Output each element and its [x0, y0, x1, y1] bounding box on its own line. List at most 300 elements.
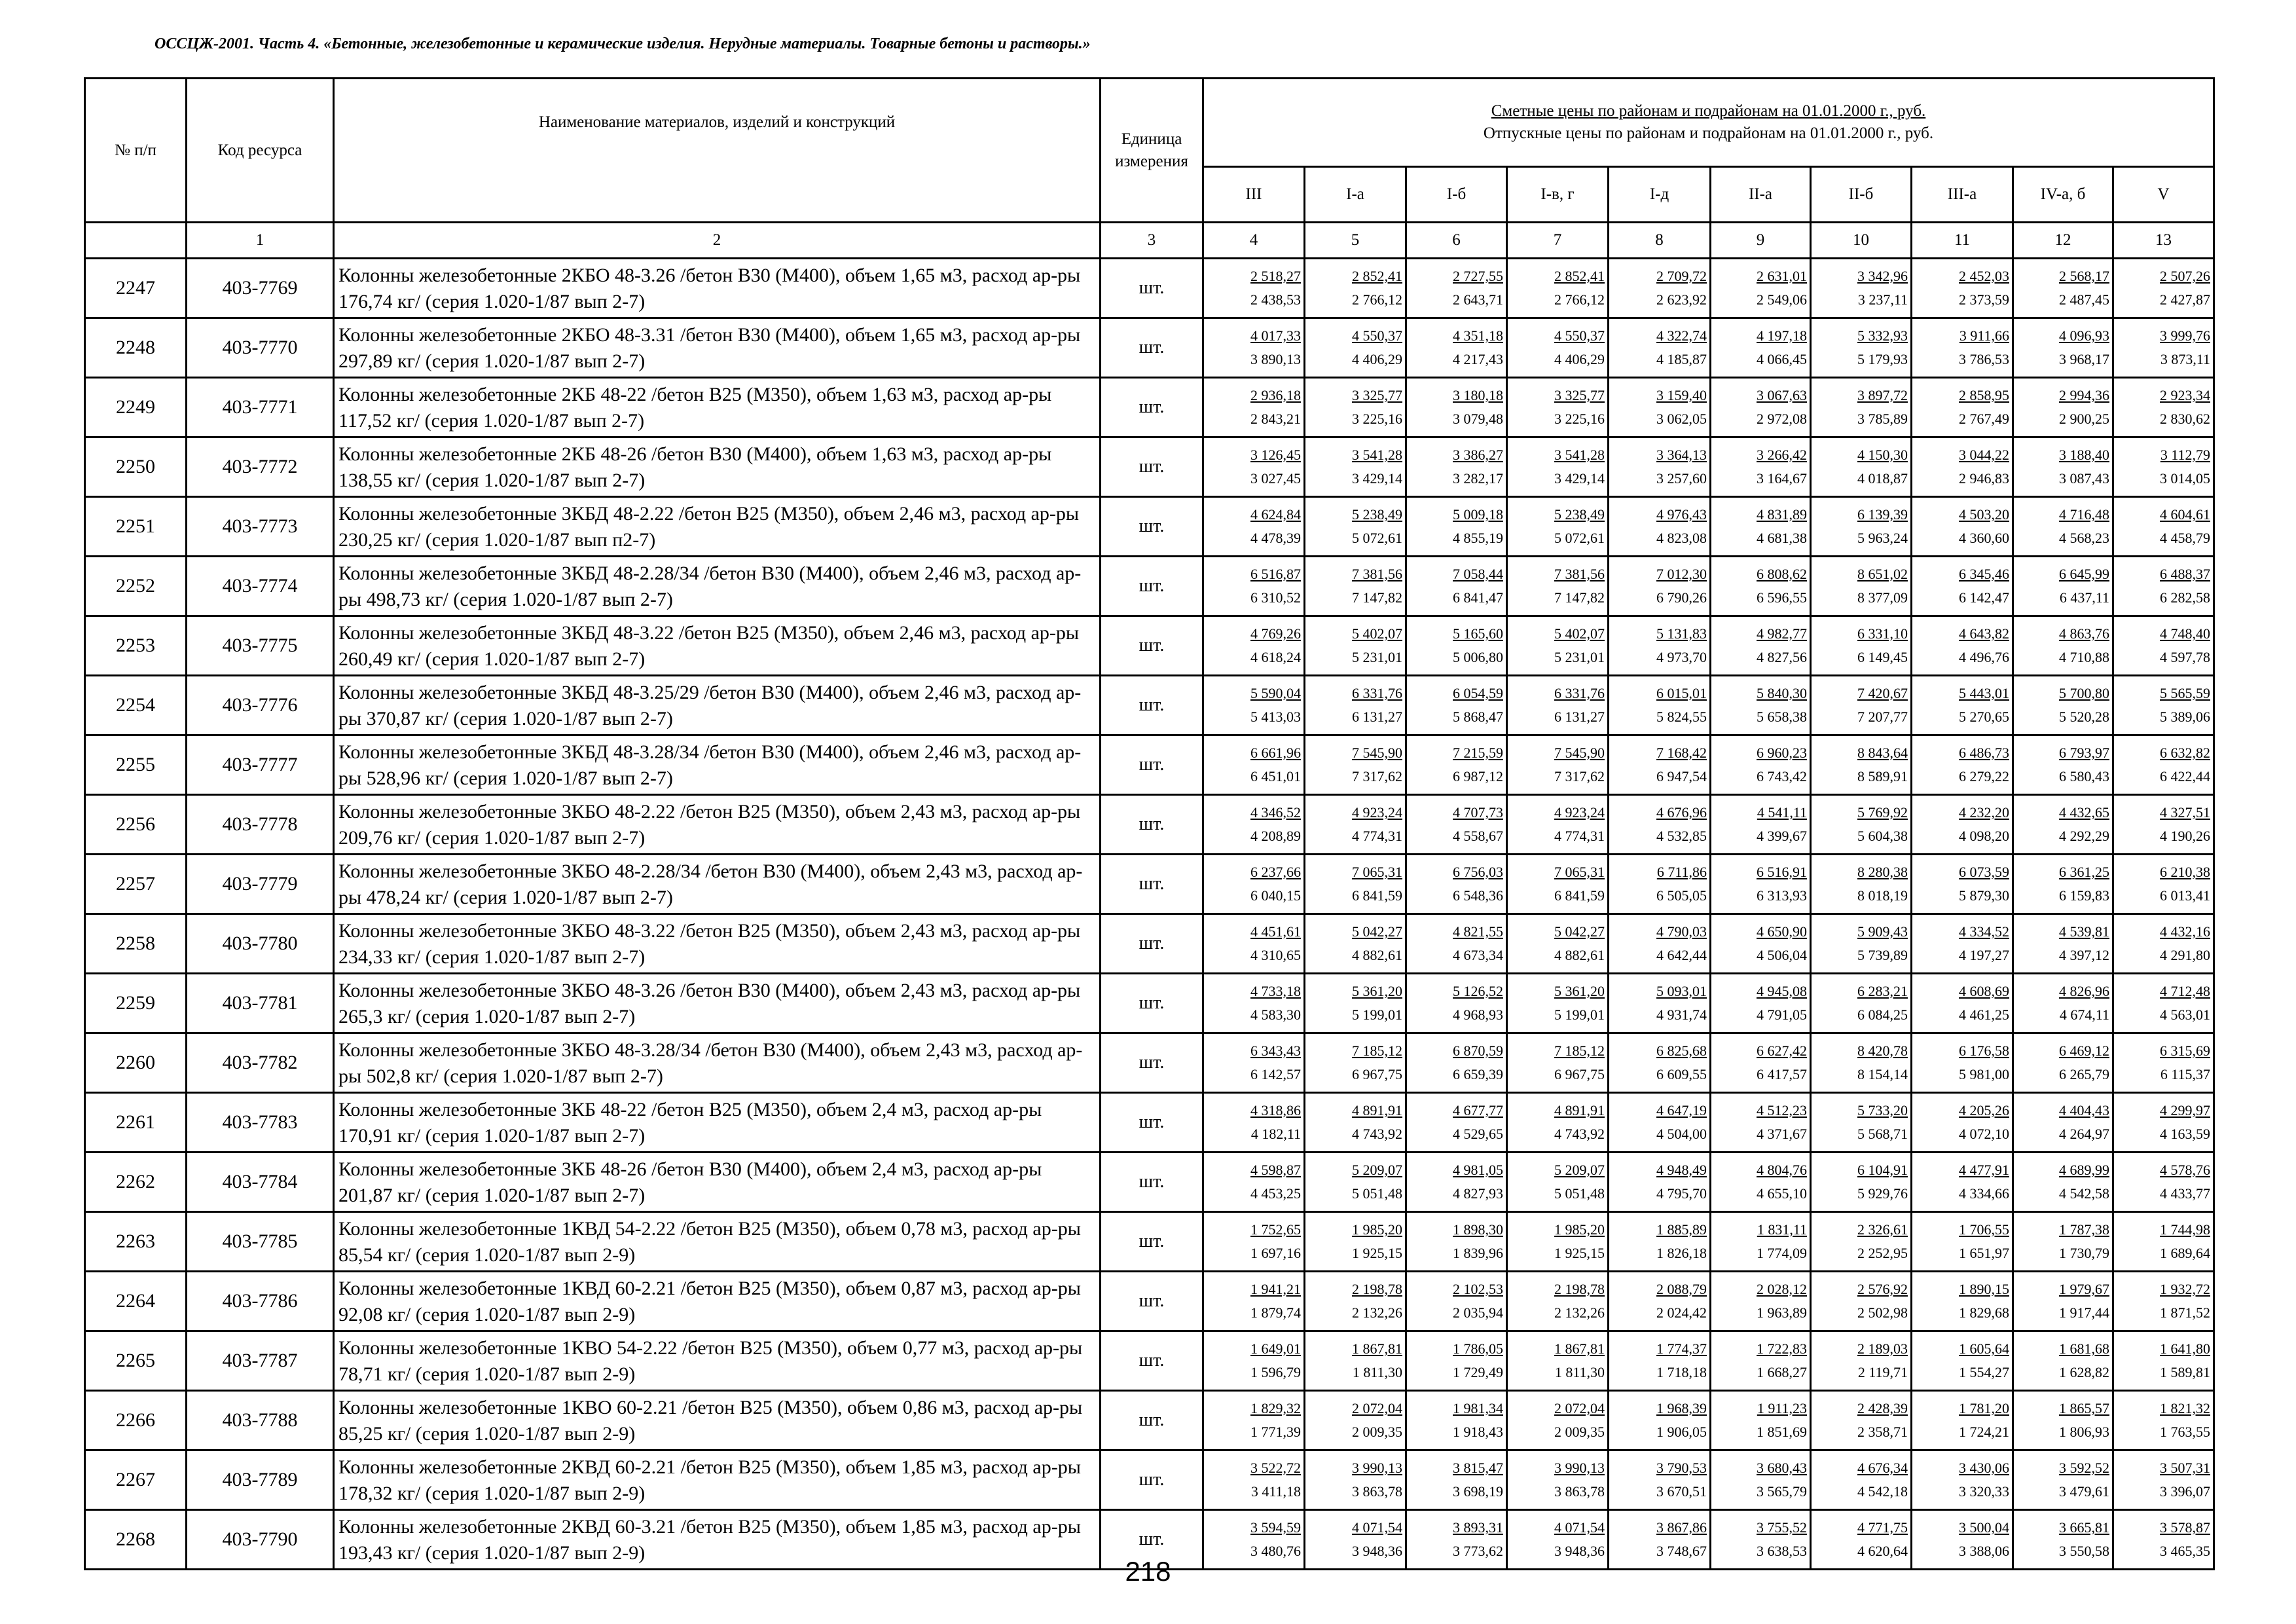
release-price: 4 018,87	[1857, 470, 1908, 487]
column-number: 9	[1711, 223, 1811, 259]
release-price: 6 159,83	[2059, 887, 2109, 904]
resource-code: 403-7787	[187, 1331, 334, 1391]
estimate-price: 6 756,03	[1453, 864, 1503, 880]
estimate-price: 6 661,96	[1250, 745, 1301, 761]
release-price: 4 620,64	[1857, 1543, 1908, 1559]
price-cell	[2113, 1033, 2214, 1093]
region-header: I-д	[1609, 166, 1711, 222]
price-cell	[1203, 497, 1305, 557]
release-price: 4 563,01	[2160, 1006, 2211, 1023]
release-price: 7 147,82	[1352, 589, 1402, 606]
price-cell	[1406, 1450, 1507, 1510]
estimate-price: 4 578,76	[2160, 1162, 2211, 1178]
release-price: 3 388,06	[1959, 1543, 2009, 1559]
release-price: 1 879,74	[1250, 1304, 1301, 1321]
release-price: 4 791,05	[1757, 1006, 1807, 1023]
price-cell	[1609, 1153, 1711, 1212]
resource-code: 403-7769	[187, 259, 334, 318]
price-cell	[1609, 1033, 1711, 1093]
release-price: 1 589,81	[2160, 1364, 2211, 1380]
unit-cell: шт.	[1101, 855, 1203, 914]
release-price: 6 987,12	[1453, 768, 1503, 784]
estimate-price: 6 516,87	[1250, 566, 1301, 582]
resource-code: 403-7773	[187, 497, 334, 557]
release-price: 4 217,43	[1453, 351, 1503, 367]
price-cell	[1711, 1033, 1811, 1093]
release-price: 5 929,76	[1857, 1185, 1908, 1202]
resource-code: 403-7775	[187, 616, 334, 676]
release-price: 1 729,49	[1453, 1364, 1503, 1380]
table-row	[85, 735, 2214, 795]
release-price: 7 317,62	[1352, 768, 1402, 784]
estimate-price: 3 990,13	[1352, 1460, 1402, 1476]
price-cell	[1305, 259, 1406, 318]
release-price: 8 377,09	[1857, 589, 1908, 606]
estimate-price: 4 451,61	[1250, 923, 1301, 940]
release-price: 5 199,01	[1352, 1006, 1402, 1023]
release-price: 6 265,79	[2059, 1066, 2109, 1082]
price-cell	[1305, 557, 1406, 616]
estimate-price: 4 716,48	[2059, 506, 2109, 523]
estimate-price: 3 755,52	[1757, 1519, 1807, 1536]
release-price: 1 811,30	[1352, 1364, 1402, 1380]
col-header-prices	[1203, 79, 2214, 167]
unit-cell: шт.	[1101, 378, 1203, 437]
column-number: 10	[1811, 223, 1912, 259]
estimate-price: 6 283,21	[1857, 983, 1908, 999]
release-price: 1 963,89	[1757, 1304, 1807, 1321]
estimate-price: 1 781,20	[1959, 1400, 2009, 1416]
release-price: 2 358,71	[1857, 1424, 1908, 1440]
price-cell	[2113, 437, 2214, 497]
release-price: 1 697,16	[1250, 1245, 1301, 1261]
estimate-price: 4 689,99	[2059, 1162, 2109, 1178]
price-cell	[1711, 437, 1811, 497]
price-cell	[1711, 616, 1811, 676]
estimate-price: 2 568,17	[2059, 268, 2109, 284]
estimate-price: 6 516,91	[1757, 864, 1807, 880]
estimate-price: 5 093,01	[1656, 983, 1707, 999]
price-cell	[1811, 437, 1912, 497]
price-cell	[1811, 557, 1912, 616]
release-price: 2 438,53	[1250, 291, 1301, 308]
material-name: Колонны железобетонные 1КВО 60-2.21 /бетон В25 (М350), объем 0,86 м3, расход ар-ры 85,25 кг/ (серия 1.020-1/87 вып 2-9)	[334, 1391, 1101, 1450]
price-cell	[1203, 1033, 1305, 1093]
material-name: Колонны железобетонные 3КБД 48-3.28/34 /бетон В30 (М400), объем 2,46 м3, расход ар-ры 528,96 кг/ (серия 1.020-1/87 вып 2-7)	[334, 735, 1101, 795]
release-price: 2 643,71	[1453, 291, 1503, 308]
column-number: 2	[334, 223, 1101, 259]
price-cell	[2013, 1391, 2113, 1450]
release-price: 3 698,19	[1453, 1483, 1503, 1500]
estimate-price: 2 631,01	[1757, 268, 1807, 284]
column-number: 1	[187, 223, 334, 259]
resource-code: 403-7772	[187, 437, 334, 497]
release-price: 1 871,52	[2160, 1304, 2211, 1321]
price-cell	[1711, 1391, 1811, 1450]
release-price: 2 009,35	[1352, 1424, 1402, 1440]
material-name: Колонны железобетонные 3КБД 48-3.25/29 /бетон В30 (М400), объем 2,46 м3, расход ар-ры 370,87 кг/ (серия 1.020-1/87 вып 2-7)	[334, 676, 1101, 735]
estimate-price: 4 017,33	[1250, 327, 1301, 344]
column-number: 8	[1609, 223, 1711, 259]
estimate-price: 1 744,98	[2160, 1221, 2211, 1238]
price-cell	[1711, 1272, 1811, 1331]
row-number: 2254	[85, 676, 187, 735]
price-cell	[1912, 974, 2013, 1033]
price-cell	[1711, 557, 1811, 616]
release-price: 6 437,11	[2059, 589, 2109, 606]
estimate-price: 1 752,65	[1250, 1221, 1301, 1238]
estimate-price: 2 198,78	[1554, 1281, 1605, 1297]
release-price: 3 465,35	[2160, 1543, 2211, 1559]
price-cell	[1507, 497, 1609, 557]
estimate-price: 4 676,34	[1857, 1460, 1908, 1476]
estimate-price: 4 432,65	[2059, 804, 2109, 821]
estimate-price: 8 651,02	[1857, 566, 1908, 582]
estimate-price: 4 608,69	[1959, 983, 2009, 999]
row-number: 2260	[85, 1033, 187, 1093]
release-price: 4 931,74	[1656, 1006, 1707, 1023]
estimate-price: 4 982,77	[1757, 625, 1807, 642]
price-cell	[1912, 1450, 2013, 1510]
release-price: 6 580,43	[2059, 768, 2109, 784]
price-cell	[2113, 735, 2214, 795]
unit-cell: шт.	[1101, 1093, 1203, 1153]
release-price: 3 863,78	[1554, 1483, 1605, 1500]
price-cell	[1711, 497, 1811, 557]
estimate-price: 3 342,96	[1857, 268, 1908, 284]
release-price: 4 827,56	[1757, 649, 1807, 665]
estimate-price: 5 238,49	[1352, 506, 1402, 523]
release-price: 3 948,36	[1352, 1543, 1402, 1559]
release-price: 4 185,87	[1656, 351, 1707, 367]
release-price: 5 231,01	[1554, 649, 1605, 665]
release-price: 6 115,37	[2160, 1066, 2211, 1082]
release-price: 2 549,06	[1757, 291, 1807, 308]
estimate-price: 6 331,76	[1554, 685, 1605, 701]
release-price: 1 826,18	[1656, 1245, 1707, 1261]
estimate-price: 4 334,52	[1959, 923, 2009, 940]
estimate-price: 6 488,37	[2160, 566, 2211, 582]
price-cell	[1406, 1212, 1507, 1272]
price-cell	[1711, 735, 1811, 795]
price-cell	[1912, 378, 2013, 437]
release-price: 3 890,13	[1250, 351, 1301, 367]
price-cell	[2013, 557, 2113, 616]
price-cell	[1711, 676, 1811, 735]
release-price: 3 225,16	[1554, 411, 1605, 427]
release-price: 3 027,45	[1250, 470, 1301, 487]
prices-release-title: Отпускные цены по районам и подрайонам на 01.01.2000 г., руб.	[1483, 124, 1934, 142]
release-price: 4 066,45	[1757, 351, 1807, 367]
price-cell	[1811, 1093, 1912, 1153]
release-price: 4 674,11	[2059, 1006, 2109, 1023]
column-number: 11	[1912, 223, 2013, 259]
release-price: 4 264,97	[2059, 1126, 2109, 1142]
release-price: 6 451,01	[1250, 768, 1301, 784]
material-name: Колонны железобетонные 1КВО 54-2.22 /бетон В25 (М350), объем 0,77 м3, расход ар-ры 78,71 кг/ (серия 1.020-1/87 вып 2-9)	[334, 1331, 1101, 1391]
column-number: 3	[1101, 223, 1203, 259]
price-cell	[1609, 1450, 1711, 1510]
release-price: 4 597,78	[2160, 649, 2211, 665]
unit-cell: шт.	[1101, 1153, 1203, 1212]
price-cell	[1406, 616, 1507, 676]
price-cell	[1406, 259, 1507, 318]
price-cell	[1305, 1391, 1406, 1450]
unit-cell: шт.	[1101, 557, 1203, 616]
price-cell	[2113, 1450, 2214, 1510]
release-price: 1 918,43	[1453, 1424, 1503, 1440]
estimate-price: 1 649,01	[1250, 1340, 1301, 1357]
release-price: 6 841,59	[1554, 887, 1605, 904]
release-price: 4 360,60	[1959, 530, 2009, 546]
estimate-price: 3 159,40	[1656, 387, 1707, 403]
price-cell	[1711, 1153, 1811, 1212]
price-cell	[1912, 557, 2013, 616]
price-cell	[1811, 378, 1912, 437]
estimate-price: 1 829,32	[1250, 1400, 1301, 1416]
estimate-price: 7 545,90	[1352, 745, 1402, 761]
release-price: 2 132,26	[1352, 1304, 1402, 1321]
estimate-price: 4 150,30	[1857, 447, 1908, 463]
price-cell	[1811, 914, 1912, 974]
estimate-price: 2 072,04	[1554, 1400, 1605, 1416]
resource-code: 403-7784	[187, 1153, 334, 1212]
price-cell	[1507, 855, 1609, 914]
price-cell	[2013, 1093, 2113, 1153]
release-price: 4 532,85	[1656, 828, 1707, 844]
price-cell	[1811, 616, 1912, 676]
row-number: 2252	[85, 557, 187, 616]
price-cell	[1912, 1331, 2013, 1391]
estimate-price: 3 999,76	[2160, 327, 2211, 344]
estimate-price: 8 420,78	[1857, 1043, 1908, 1059]
estimate-price: 4 071,54	[1554, 1519, 1605, 1536]
release-price: 4 334,66	[1959, 1185, 2009, 1202]
estimate-price: 1 867,81	[1554, 1340, 1605, 1357]
price-cell	[1203, 735, 1305, 795]
release-price: 2 119,71	[1857, 1364, 1908, 1380]
release-price: 4 190,26	[2160, 828, 2211, 844]
price-cell	[1609, 437, 1711, 497]
resource-code: 403-7788	[187, 1391, 334, 1450]
column-number: 12	[2013, 223, 2113, 259]
resource-code: 403-7770	[187, 318, 334, 378]
release-price: 2 252,95	[1857, 1245, 1908, 1261]
release-price: 1 829,68	[1959, 1304, 2009, 1321]
material-name: Колонны железобетонные 2КБ 48-22 /бетон В25 (М350), объем 1,63 м3, расход ар-ры 117,52 кг/ (серия 1.020-1/87 вып 2-7)	[334, 378, 1101, 437]
estimate-price: 4 404,43	[2059, 1102, 2109, 1118]
estimate-price: 4 769,26	[1250, 625, 1301, 642]
price-cell	[1507, 1093, 1609, 1153]
price-cell	[2113, 1331, 2214, 1391]
price-cell	[1507, 735, 1609, 795]
price-table	[84, 77, 2215, 1570]
price-cell	[2013, 914, 2113, 974]
price-cell	[1609, 259, 1711, 318]
estimate-price: 1 985,20	[1554, 1221, 1605, 1238]
release-price: 2 024,42	[1656, 1304, 1707, 1321]
price-cell	[1609, 855, 1711, 914]
release-price: 1 651,97	[1959, 1245, 2009, 1261]
price-cell	[2013, 735, 2113, 795]
estimate-price: 3 430,06	[1959, 1460, 2009, 1476]
material-name: Колонны железобетонные 3КБО 48-3.26 /бетон В30 (М400), объем 2,43 м3, расход ар-ры 265,3 кг/ (серия 1.020-1/87 вып 2-7)	[334, 974, 1101, 1033]
estimate-price: 3 500,04	[1959, 1519, 2009, 1536]
release-price: 4 882,61	[1554, 947, 1605, 963]
estimate-price: 5 769,92	[1857, 804, 1908, 821]
region-header: II-а	[1711, 166, 1811, 222]
release-price: 6 659,39	[1453, 1066, 1503, 1082]
price-cell	[1203, 1153, 1305, 1212]
price-cell	[1711, 259, 1811, 318]
release-price: 3 968,17	[2059, 351, 2109, 367]
estimate-price: 6 210,38	[2160, 864, 2211, 880]
estimate-price: 4 503,20	[1959, 506, 2009, 523]
price-cell	[1507, 795, 1609, 855]
price-cell	[2113, 557, 2214, 616]
unit-cell: шт.	[1101, 1033, 1203, 1093]
estimate-price: 3 578,87	[2160, 1519, 2211, 1536]
estimate-price: 4 322,74	[1656, 327, 1707, 344]
release-price: 6 967,75	[1352, 1066, 1402, 1082]
estimate-price: 2 198,78	[1352, 1281, 1402, 1297]
release-price: 6 422,44	[2160, 768, 2211, 784]
estimate-price: 1 865,57	[2059, 1400, 2109, 1416]
row-number: 2268	[85, 1510, 187, 1570]
price-cell	[1609, 676, 1711, 735]
price-cell	[2013, 259, 2113, 318]
row-number: 2265	[85, 1331, 187, 1391]
price-cell	[1406, 1033, 1507, 1093]
unit-cell: шт.	[1101, 735, 1203, 795]
release-price: 3 164,67	[1757, 470, 1807, 487]
estimate-price: 4 976,43	[1656, 506, 1707, 523]
price-cell	[1507, 1033, 1609, 1093]
material-name: Колонны железобетонные 1КВД 54-2.22 /бетон В25 (М350), объем 0,78 м3, расход ар-ры 85,54 кг/ (серия 1.020-1/87 вып 2-9)	[334, 1212, 1101, 1272]
price-cell	[2113, 914, 2214, 974]
release-price: 3 087,43	[2059, 470, 2109, 487]
estimate-price: 3 112,79	[2160, 447, 2211, 463]
estimate-price: 3 364,13	[1656, 447, 1707, 463]
price-cell	[1711, 1212, 1811, 1272]
price-cell	[2013, 676, 2113, 735]
release-price: 4 406,29	[1554, 351, 1605, 367]
estimate-price: 4 624,84	[1250, 506, 1301, 523]
release-price: 3 785,89	[1857, 411, 1908, 427]
estimate-price: 2 507,26	[2160, 268, 2211, 284]
material-name: Колонны железобетонные 3КБД 48-2.28/34 /бетон В30 (М400), объем 2,46 м3, расход ар-ры 498,73 кг/ (серия 1.020-1/87 вып 2-7)	[334, 557, 1101, 616]
estimate-price: 4 550,37	[1352, 327, 1402, 344]
resource-code: 403-7779	[187, 855, 334, 914]
price-cell	[1305, 437, 1406, 497]
release-price: 2 830,62	[2160, 411, 2211, 427]
estimate-price: 3 893,31	[1453, 1519, 1503, 1536]
price-cell	[1507, 378, 1609, 437]
estimate-price: 1 932,72	[2160, 1281, 2211, 1297]
row-number: 2248	[85, 318, 187, 378]
release-price: 4 542,58	[2059, 1185, 2109, 1202]
release-price: 4 743,92	[1352, 1126, 1402, 1142]
estimate-price: 4 327,51	[2160, 804, 2211, 821]
price-cell	[1507, 914, 1609, 974]
release-price: 2 766,12	[1352, 291, 1402, 308]
release-price: 5 739,89	[1857, 947, 1908, 963]
estimate-price: 4 821,55	[1453, 923, 1503, 940]
estimate-price: 4 748,40	[2160, 625, 2211, 642]
estimate-price: 4 923,24	[1554, 804, 1605, 821]
table-row	[85, 795, 2214, 855]
release-price: 2 972,08	[1757, 411, 1807, 427]
price-cell	[1203, 914, 1305, 974]
table-row	[85, 1272, 2214, 1331]
unit-cell: шт.	[1101, 437, 1203, 497]
price-cell	[2013, 437, 2113, 497]
release-price: 4 504,00	[1656, 1126, 1707, 1142]
estimate-price: 8 280,38	[1857, 864, 1908, 880]
material-name: Колонны железобетонные 2КБ 48-26 /бетон В30 (М400), объем 1,63 м3, расход ар-ры 138,55 кг/ (серия 1.020-1/87 вып 2-7)	[334, 437, 1101, 497]
estimate-price: 2 028,12	[1757, 1281, 1807, 1297]
estimate-price: 6 960,23	[1757, 745, 1807, 761]
price-cell	[2113, 1093, 2214, 1153]
release-price: 1 724,21	[1959, 1424, 2009, 1440]
estimate-price: 1 890,15	[1959, 1281, 2009, 1297]
price-cell	[2113, 795, 2214, 855]
release-price: 1 730,79	[2059, 1245, 2109, 1261]
table-row	[85, 1093, 2214, 1153]
release-price: 4 568,23	[2059, 530, 2109, 546]
release-price: 6 131,27	[1352, 709, 1402, 725]
region-header: IV-а, б	[2013, 166, 2113, 222]
release-price: 5 179,93	[1857, 351, 1908, 367]
price-cell	[2013, 378, 2113, 437]
release-price: 6 609,55	[1656, 1066, 1707, 1082]
price-cell	[2013, 616, 2113, 676]
estimate-price: 4 550,37	[1554, 327, 1605, 344]
release-price: 4 496,76	[1959, 649, 2009, 665]
region-header: I-в, г	[1507, 166, 1609, 222]
release-price: 3 237,11	[1857, 291, 1908, 308]
resource-code: 403-7774	[187, 557, 334, 616]
estimate-price: 3 044,22	[1959, 447, 2009, 463]
release-price: 3 411,18	[1250, 1483, 1301, 1500]
release-price: 7 317,62	[1554, 768, 1605, 784]
release-price: 3 079,48	[1453, 411, 1503, 427]
unit-cell: шт.	[1101, 1212, 1203, 1272]
col-header-name: Наименование материалов, изделий и конструкций	[334, 79, 1101, 223]
estimate-price: 5 042,27	[1352, 923, 1402, 940]
estimate-price: 4 891,91	[1554, 1102, 1605, 1118]
price-cell	[1305, 318, 1406, 378]
price-cell	[1811, 676, 1912, 735]
price-cell	[1711, 795, 1811, 855]
price-cell	[1305, 855, 1406, 914]
estimate-price: 8 843,64	[1857, 745, 1908, 761]
estimate-price: 4 650,90	[1757, 923, 1807, 940]
release-price: 1 806,93	[2059, 1424, 2109, 1440]
price-cell	[1305, 914, 1406, 974]
price-cell	[1406, 1391, 1507, 1450]
estimate-price: 6 627,42	[1757, 1043, 1807, 1059]
unit-cell: шт.	[1101, 914, 1203, 974]
release-price: 4 618,24	[1250, 649, 1301, 665]
estimate-price: 4 604,61	[2160, 506, 2211, 523]
price-cell	[1305, 676, 1406, 735]
table-row	[85, 1033, 2214, 1093]
estimate-price: 3 180,18	[1453, 387, 1503, 403]
release-price: 3 014,05	[2160, 470, 2211, 487]
estimate-price: 2 072,04	[1352, 1400, 1402, 1416]
release-price: 6 505,05	[1656, 887, 1707, 904]
